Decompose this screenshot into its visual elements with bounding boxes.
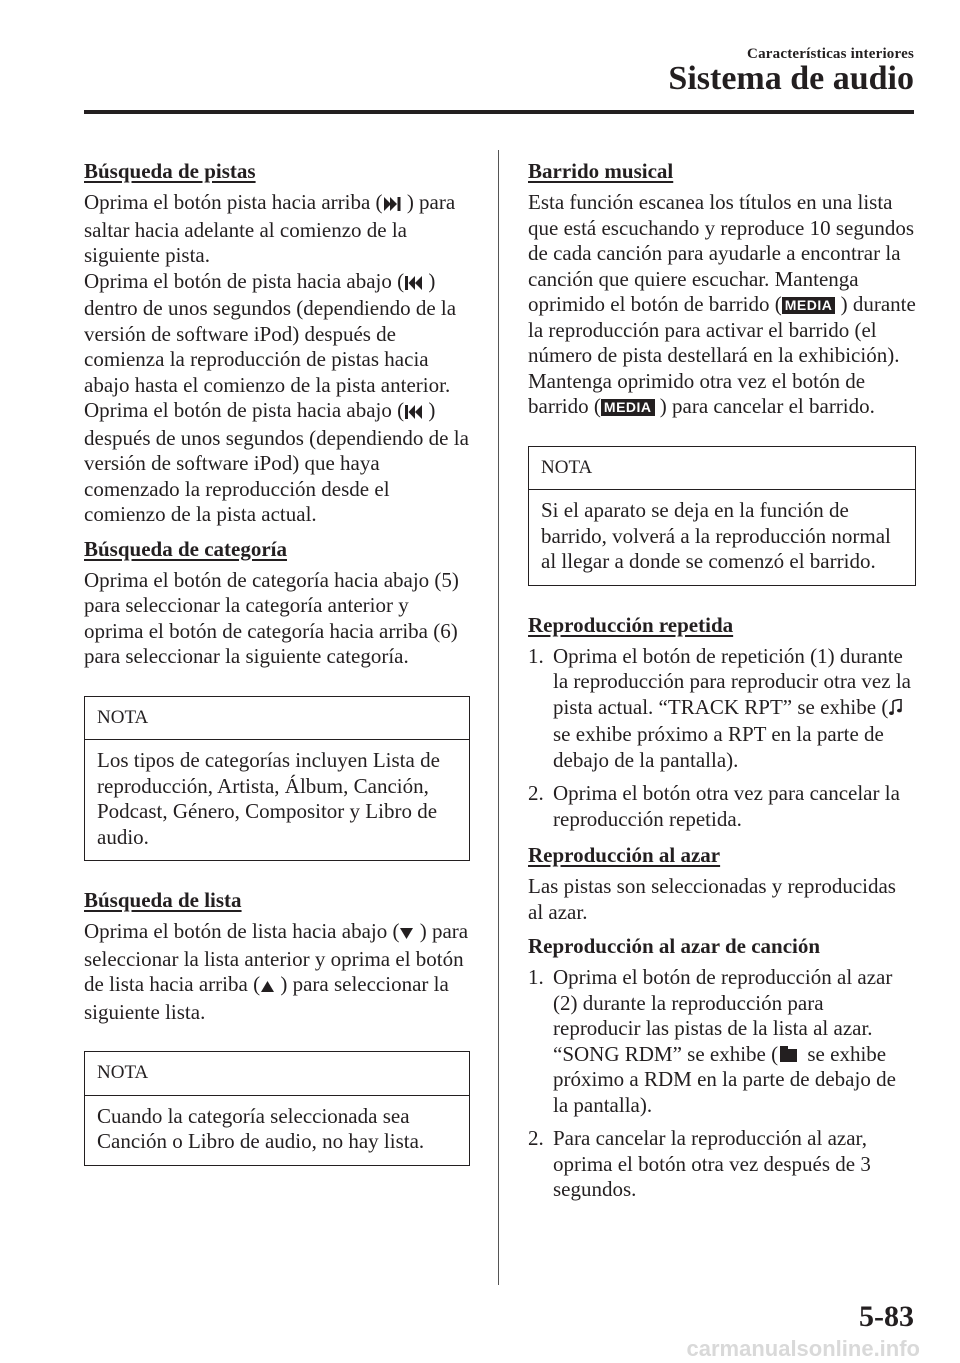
- note-box-list: [84, 1051, 470, 1166]
- left-column: [84, 152, 470, 1192]
- heading-song-random: Reproducción al azar de canción: [528, 934, 821, 958]
- note-body: Si el aparato se deja en la función de barrido, volverá a la reproducción normal al llegar a donde se comenzó el barrido.: [541, 498, 891, 573]
- paragraph-category-search: Oprima el botón de categoría hacia abajo (5) para seleccionar la categoría anterior y oprima el botón de categoría hacia arriba (6) para seleccionar la siguiente categoría.: [84, 567, 459, 668]
- paragraph-list-search: Oprima el botón de lista hacia abajo ( ) para seleccionar la lista anterior y oprima el botón de lista hacia arriba ( ) para seleccionar la siguiente lista.: [84, 919, 469, 1024]
- music-note-icon: [889, 697, 902, 723]
- triangle-down-icon: [400, 921, 413, 947]
- media-button-icon: MEDIA: [782, 297, 836, 314]
- note-title: NOTA: [529, 447, 915, 491]
- note-title: NOTA: [85, 697, 469, 741]
- list-item: 2. Oprima el botón otra vez para cancelar la reproducción repetida.: [528, 781, 900, 831]
- note-box-categories: [84, 696, 470, 862]
- media-button-icon: MEDIA: [601, 399, 655, 416]
- list-item: 1. Oprima el botón de reproducción al azar (2) durante la reproducción para reproducir las pistas de la lista al azar. “SONG RDM” se exhibe ( se exhibe próximo a RDM en la parte de debajo de la pantalla).: [528, 965, 896, 1117]
- page-number: 5-83: [859, 1300, 914, 1333]
- paragraph-random-playback: Las pistas son seleccionadas y reproducidas al azar.: [528, 874, 896, 924]
- heading-category-search: Búsqueda de categoría: [84, 536, 288, 561]
- paragraph-music-scan: Esta función escanea los títulos en una lista que está escuchando y reproduce 10 segundos de cada canción para ayudarle a encontrar la canción que quiere escuchar. Mantenga oprimido el botón de barrido ( MEDIA ) durante la reproducción para activar el barrido (el número de pista destellará en la exhibición). Mantenga oprimido otra vez el botón de barrido ( MEDIA ) para cancelar el barrido.: [528, 190, 916, 418]
- track-down-icon: [405, 400, 422, 426]
- note-body: Los tipos de categorías incluyen Lista de reproducción, Artista, Álbum, Canción, Podcast, Género, Compositor y Libro de audio.: [97, 748, 440, 849]
- header-rule: [84, 110, 914, 114]
- list-item: 2. Para cancelar la reproducción al azar, oprima el botón otra vez después de 3 segundos.: [528, 1126, 871, 1201]
- note-box-scan: [528, 446, 916, 586]
- watermark: carmanualsonline.info: [686, 1336, 920, 1361]
- triangle-up-icon: [261, 974, 274, 1000]
- track-down-icon: [405, 271, 422, 297]
- heading-list-search: Búsqueda de lista: [84, 888, 242, 912]
- folder-icon: [780, 1049, 797, 1062]
- list-item: 1. Oprima el botón de repetición (1) durante la reproducción para reproducir otra vez la pista actual. “TRACK RPT” se exhibe ( se exhibe próximo a RPT en la parte de debajo de la pantalla).: [528, 643, 911, 772]
- column-divider: [498, 150, 499, 1285]
- right-column: [528, 152, 916, 1213]
- note-body: Cuando la categoría seleccionada sea Canción o Libro de audio, no hay lista.: [97, 1103, 425, 1153]
- heading-repeat-playback: Reproducción repetida: [528, 612, 734, 637]
- header-subtitle: Características interiores: [747, 46, 914, 62]
- heading-music-scan: Barrido musical: [528, 159, 674, 183]
- heading-track-search: Búsqueda de pistas: [84, 159, 256, 183]
- list-repeat-steps: [528, 644, 916, 833]
- track-up-icon: [384, 192, 401, 218]
- list-random-steps: [528, 965, 916, 1203]
- heading-random-playback: Reproducción al azar: [528, 843, 721, 867]
- note-title: NOTA: [85, 1052, 469, 1096]
- page-title: Sistema de audio: [668, 60, 914, 97]
- paragraph-track-search: Oprima el botón pista hacia arriba ( ) para saltar hacia adelante al comienzo de la siguiente pista. Oprima el botón de pista hacia abajo ( ) dentro de unos segundos (dependiendo de la versión de software iPod) después de comienza la reproducción de pistas hacia abajo hasta el comienzo de la pista anterior. Oprima el botón de pista hacia abajo ( ) después de unos segundos (dependiendo de la versión de software iPod) que haya comenzado la reproducción desde el comienzo de la pista actual.: [84, 190, 469, 526]
